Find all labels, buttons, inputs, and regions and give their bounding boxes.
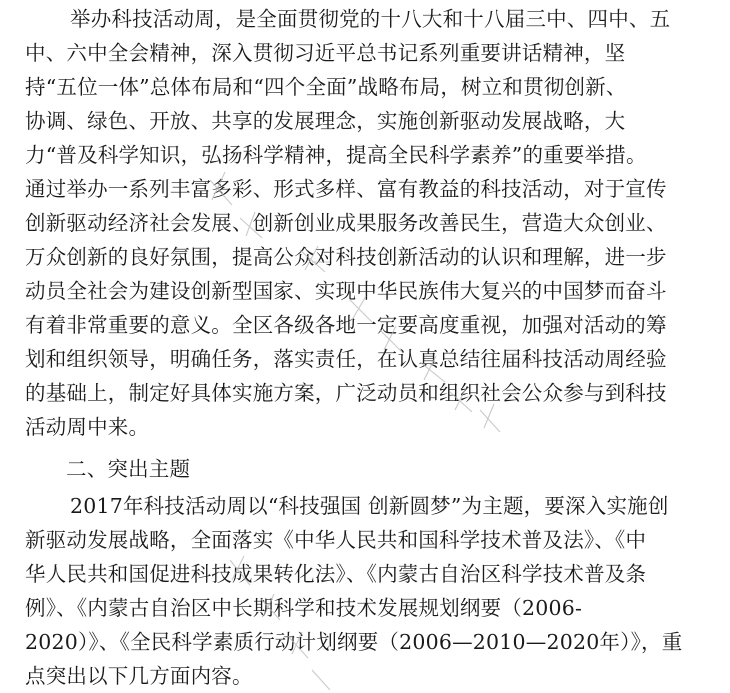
- section-line-2: 新驱动发展战略，全面落实《中华人民共和国科学技术普及法》、《中: [25, 528, 647, 552]
- section-line-1: 2017年科技活动周以“科技强国 创新圆梦”为主题，要深入实施创: [70, 494, 669, 518]
- paragraph-line-1: 举办科技活动周，是全面贯彻党的十八大和十八届三中、四中、五: [70, 7, 671, 31]
- paragraph-line-7: 创新驱动经济社会发展、创新创业成果服务改善民生，营造大众创业、: [25, 211, 667, 235]
- paragraph-line-3: 持“五位一体”总体布局和“四个全面”战略布局，树立和贯彻创新、: [25, 75, 627, 99]
- paragraph-line-12: 的基础上，制定好具体实施方案，广泛动员和组织社会公众参与到科技: [25, 381, 667, 405]
- section-line-5: 2020）》、《全民科学素质行动计划纲要（2006—2010—2020年）》，重: [25, 630, 683, 654]
- paragraph-line-11: 划和组织领导，明确任务，落实责任，在认真总结往届科技活动周经验: [25, 347, 667, 371]
- section-line-4: 例》、《内蒙古自治区中长期科学和技术发展规划纲要（2006-: [25, 596, 583, 620]
- section-line-6: 点突出以下几方面内容。: [25, 664, 253, 688]
- paragraph-line-9: 动员全社会为建设创新型国家、实现中华民族伟大复兴的中国梦而奋斗: [25, 279, 667, 303]
- section-heading: 二、突出主题: [66, 457, 191, 481]
- paragraph-line-4: 协调、绿色、开放、共享的发展理念，实施创新驱动发展战略，大: [25, 109, 626, 133]
- section-line-3: 华人民共和国促进科技成果转化法》、《内蒙古自治区科学技术普及条: [25, 562, 647, 586]
- paragraph-line-10: 有着非常重要的意义。全区各级各地一定要高度重视，加强对活动的筹: [25, 313, 667, 337]
- paragraph-line-13: 活动周中来。: [25, 415, 150, 439]
- paragraph-line-5: 力“普及科学知识，弘扬科学精神，提高全民科学素养”的重要举措。: [25, 143, 647, 167]
- paragraph-line-2: 中、六中全会精神，深入贯彻习近平总书记系列重要讲话精神，坚: [25, 41, 626, 65]
- paragraph-line-6: 通过举办一系列丰富多彩、形式多样、富有教益的科技活动，对于宣传: [25, 177, 667, 201]
- paragraph-line-8: 万众创新的良好氛围，提高公众对科技创新活动的认识和理解，进一步: [25, 245, 667, 269]
